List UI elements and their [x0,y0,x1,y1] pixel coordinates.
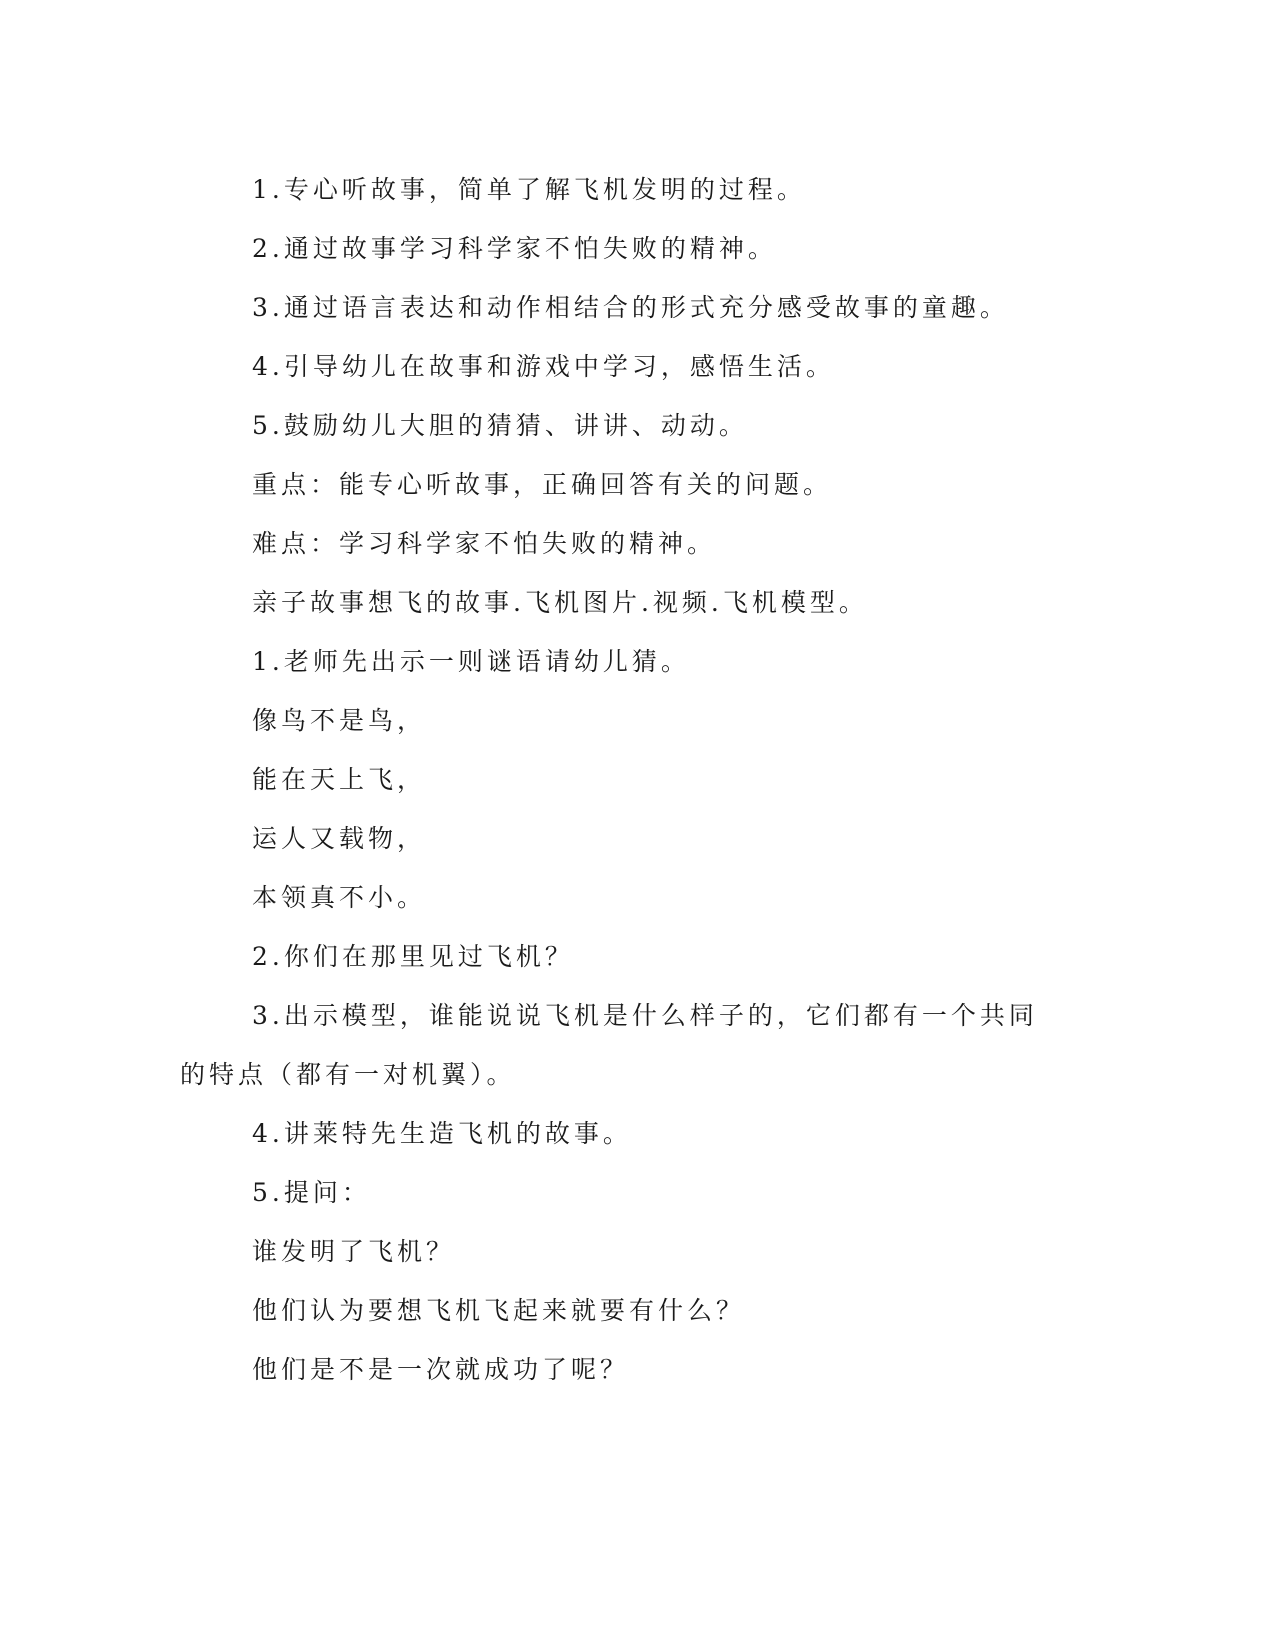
paragraph-objective-5: 5.鼓励幼儿大胆的猜猜、讲讲、动动。 [252,411,748,440]
question-1: 谁发明了飞机？ [252,1237,456,1266]
paragraph-step-3: 3.出示模型，谁能说说飞机是什么样子的，它们都有一个共同的特点（都有一对机翼）。 [180,1001,1038,1089]
paragraph-materials: 亲子故事想飞的故事.飞机图片.视频.飞机模型。 [252,588,868,617]
paragraph-objective-1: 1.专心听故事，简单了解飞机发明的过程。 [252,175,806,204]
riddle-line-4: 本领真不小。 [252,883,427,912]
question-2: 他们认为要想飞机飞起来就要有什么？ [252,1296,746,1325]
paragraph-step-4: 4.讲莱特先生造飞机的故事。 [252,1119,632,1148]
paragraph-objective-3: 3.通过语言表达和动作相结合的形式充分感受故事的童趣。 [252,293,1009,322]
riddle-line-3: 运人又载物， [252,824,427,853]
riddle-line-1: 像鸟不是鸟， [252,706,427,735]
paragraph-step-1: 1.老师先出示一则谜语请幼儿猜。 [252,647,690,676]
paragraph-step-5: 5.提问： [252,1178,371,1207]
question-3: 他们是不是一次就成功了呢？ [252,1355,630,1384]
riddle-line-2: 能在天上飞， [252,765,427,794]
paragraph-key-point: 重点：能专心听故事，正确回答有关的问题。 [252,470,833,499]
paragraph-difficulty: 难点：学习科学家不怕失败的精神。 [252,529,717,558]
paragraph-step-2: 2.你们在那里见过飞机？ [252,942,574,971]
paragraph-objective-2: 2.通过故事学习科学家不怕失败的精神。 [252,234,777,263]
paragraph-objective-4: 4.引导幼儿在故事和游戏中学习，感悟生活。 [252,352,835,381]
document-body [180,160,1060,1399]
